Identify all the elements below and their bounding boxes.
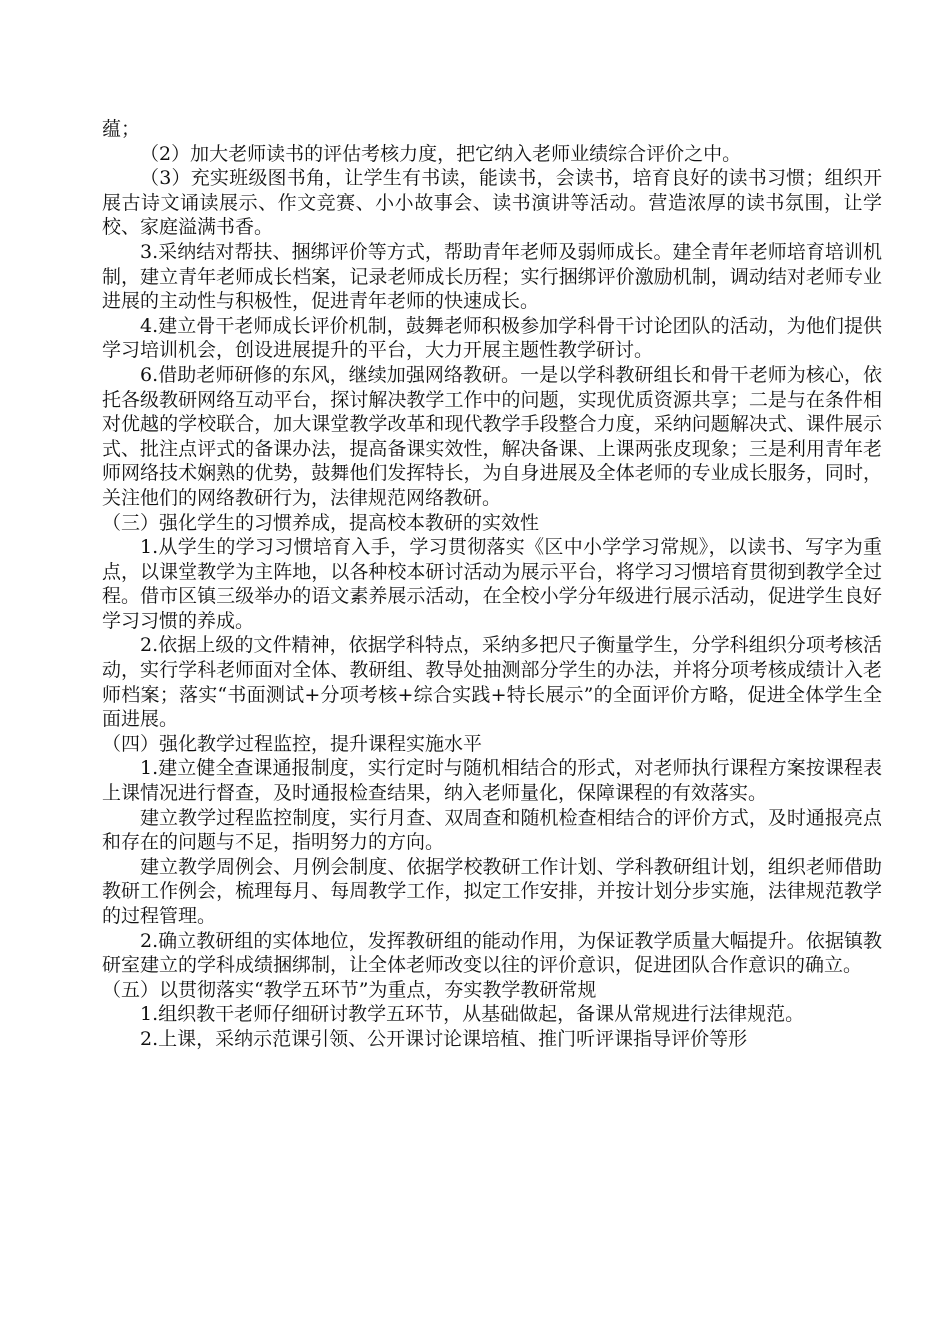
- paragraph-process-monitoring: 建立教学过程监控制度，实行月查、双周查和随机检查相结合的评价方式，及时通报亮点和存在的问题与不足，指明努力的方向。: [102, 806, 882, 854]
- paragraph-continuation: 蕴；: [102, 118, 141, 140]
- section-heading-4: （四）强化教学过程监控，提升课程实施水平: [102, 732, 483, 755]
- paragraph-class-library: （3）充实班级图书角，让学生有书读，能读书，会读书，培育良好的读书习惯；组织开展古诗文诵读展示、作文竞赛、小小故事会、读书演讲等活动。营造浓厚的读书氛围，让学校、家庭溢满书香。: [102, 167, 882, 239]
- section-heading-3: （三）强化学生的习惯养成，提高校本教研的实效性: [102, 511, 540, 534]
- document-body: [102, 117, 882, 1052]
- paragraph-study-habits: 1.从学生的学习习惯培育入手，学习贯彻落实《区中小学学习常规》，以读书、写字为重点，以课堂教学为主阵地，以各种校本研讨活动为展示平台，将学习习惯培育贯彻到教学全过程。借市区镇三级举办的语文素养展示活动，在全校小学分年级进行展示活动，促进学生良好学习习惯的养成。: [102, 536, 882, 632]
- paragraph-young-teacher-support: 3.采纳结对帮扶、捆绑评价等方式，帮助青年老师及弱师成长。建全青年老师培育培训机制，建立青年老师成长档案，记录老师成长历程；实行捆绑评价激励机制，调动结对老师专业进展的主动性与积极性，促进青年老师的快速成长。: [102, 240, 882, 313]
- paragraph-lesson-delivery: 2.上课，采纳示范课引领、公开课讨论课培植、推门听评课指导评价等形: [140, 1027, 748, 1050]
- paragraph-online-research: 6.借助老师研修的东风，继续加强网络教研。一是以学科教研组长和骨干老师为核心，依托各级教研网络互动平台，探讨解决教学工作中的问题，实现优质资源共享；二是与在条件相对优越的学校联合，加大课堂教学改革和现代教学手段整合力度，采纳问题解决式、课件展示式、批注点评式的备课办法，提高备课实效性，解决备课、上课两张皮现象；三是利用青年老师网络技术娴熟的优势，鼓舞他们发挥特长，为自身进展及全体老师的专业成长服务，同时，关注他们的网络教研行为，法律规范网络教研。: [102, 363, 882, 509]
- paragraph-research-group: 2.确立教研组的实体地位，发挥教研组的能动作用，为保证教学质量大幅提升。依据镇教研室建立的学科成绩捆绑制，让全体老师改变以往的评价意识，促进团队合作意识的确立。: [102, 929, 882, 977]
- paragraph-backbone-teacher: 4.建立骨干老师成长评价机制，鼓舞老师积极参加学科骨干讨论团队的活动，为他们提供学习培训机会，创设进展提升的平台，大力开展主题性教学研讨。: [102, 314, 882, 362]
- paragraph-weekly-meetings: 建立教学周例会、月例会制度、依据学校教研工作计划、学科教研组计划，组织老师借助教研工作例会，梳理每月、每周教学工作，拟定工作安排，并按计划分步实施，法律规范教学的过程管理。: [102, 855, 882, 927]
- paragraph-class-inspection: 1.建立健全查课通报制度，实行定时与随机相结合的形式，对老师执行课程方案按课程表上课情况进行督查，及时通报检查结果，纳入老师量化，保障课程的有效落实。: [102, 757, 882, 805]
- paragraph-itemized-assessment: 2.依据上级的文件精神，依据学科特点，采纳多把尺子衡量学生，分学科组织分项考核活动，实行学科老师面对全体、教研组、教导处抽测部分学生的办法，并将分项考核成绩计入老师档案；落实“书面测试+分项考核+综合实践+特长展示”的全面评价方略，促进全体学生全面进展。: [102, 634, 882, 731]
- section-heading-5: （五）以贯彻落实“教学五环节”为重点，夯实教学教研常规: [102, 978, 597, 1001]
- paragraph-reading-assessment: （2）加大老师读书的评估考核力度，把它纳入老师业绩综合评价之中。: [140, 142, 742, 165]
- paragraph-lesson-preparation: 1.组织教干老师仔细研讨教学五环节，从基础做起，备课从常规进行法律规范。: [140, 1003, 805, 1026]
